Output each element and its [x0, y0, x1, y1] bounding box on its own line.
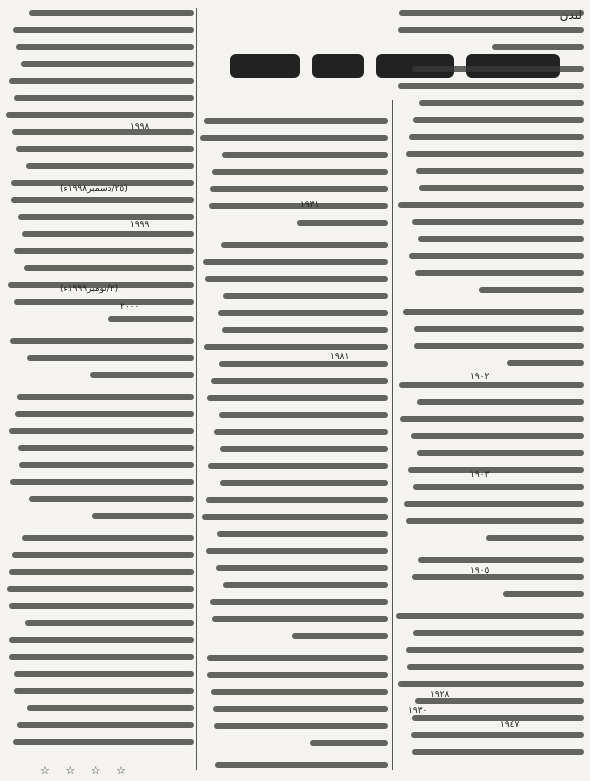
text-line	[417, 450, 584, 456]
text-line	[223, 293, 388, 299]
text-line	[14, 299, 194, 305]
reference-year: ١٩٠٥	[470, 566, 490, 576]
text-line	[9, 603, 194, 609]
text-line	[414, 343, 584, 349]
text-line	[211, 689, 388, 695]
text-line	[214, 723, 388, 729]
right-column	[396, 8, 584, 770]
text-line	[418, 557, 584, 563]
text-line	[14, 671, 194, 677]
text-line	[297, 220, 388, 226]
text-line	[215, 762, 388, 768]
reference-year: ١٩٩٨	[130, 122, 150, 132]
text-line	[400, 416, 584, 422]
text-line	[503, 591, 584, 597]
reference-year: ١٩٢٨	[430, 690, 450, 700]
text-line	[26, 163, 194, 169]
text-line	[406, 518, 584, 524]
text-line	[11, 197, 194, 203]
text-line	[412, 574, 584, 580]
text-line	[21, 61, 194, 67]
text-line	[413, 630, 584, 636]
text-line	[292, 633, 388, 639]
text-line	[204, 118, 388, 124]
text-line	[29, 496, 194, 502]
text-line	[412, 749, 584, 755]
text-line	[417, 399, 584, 405]
column-divider	[196, 8, 197, 770]
text-line	[92, 513, 194, 519]
text-line	[14, 95, 194, 101]
text-line	[25, 620, 194, 626]
text-line	[396, 613, 584, 619]
text-line	[486, 535, 584, 541]
text-line	[413, 117, 584, 123]
text-line	[220, 480, 388, 486]
text-line	[19, 462, 194, 468]
text-line	[210, 186, 388, 192]
text-line	[13, 27, 194, 33]
reference-year: ١٩٨١	[330, 352, 350, 362]
text-line	[418, 236, 584, 242]
text-line	[408, 467, 584, 473]
column-divider	[392, 100, 393, 770]
text-line	[218, 310, 388, 316]
text-line	[18, 445, 194, 451]
text-line	[416, 168, 584, 174]
text-line	[413, 484, 584, 490]
text-line	[205, 276, 388, 282]
text-line	[310, 740, 388, 746]
reference-year: ١٩٩٩	[130, 220, 150, 230]
text-line	[90, 372, 194, 378]
text-line	[398, 202, 584, 208]
text-line	[398, 83, 584, 89]
text-line	[202, 514, 388, 520]
text-line	[219, 412, 388, 418]
text-line	[15, 411, 194, 417]
text-line	[419, 185, 584, 191]
text-line	[211, 378, 388, 384]
text-line	[399, 10, 584, 16]
text-line	[409, 134, 584, 140]
text-line	[398, 27, 584, 33]
text-line	[108, 316, 194, 322]
text-line	[409, 253, 584, 259]
text-line	[220, 446, 388, 452]
text-line	[24, 265, 194, 271]
reference-date: (٢٥/دسمبر١٩٩٨ء)	[60, 184, 128, 194]
text-line	[6, 112, 194, 118]
text-line	[29, 10, 194, 16]
text-line	[492, 44, 584, 50]
reference-date: (٢/نومبر١٩٩٩ء)	[60, 284, 119, 294]
text-line	[22, 535, 194, 541]
text-line	[204, 344, 388, 350]
text-line	[406, 151, 584, 157]
text-line	[10, 479, 194, 485]
text-line	[412, 715, 584, 721]
text-line	[207, 655, 388, 661]
text-line	[206, 497, 388, 503]
middle-column	[200, 100, 388, 770]
text-line	[27, 355, 194, 361]
text-line	[507, 360, 584, 366]
text-line	[209, 203, 388, 209]
reference-year: ١٩٣٠	[408, 706, 428, 716]
text-line	[17, 722, 194, 728]
text-line	[17, 394, 194, 400]
text-line	[14, 688, 194, 694]
text-line	[208, 463, 388, 469]
text-line	[399, 382, 584, 388]
text-line	[217, 531, 388, 537]
text-line	[27, 705, 194, 711]
reference-year: ٢٠٠٠	[120, 302, 140, 312]
text-line	[414, 326, 584, 332]
text-line	[9, 428, 194, 434]
text-line	[412, 219, 584, 225]
text-line	[207, 395, 388, 401]
text-line	[214, 429, 388, 435]
text-line	[222, 327, 388, 333]
text-line	[213, 706, 388, 712]
text-line	[406, 647, 584, 653]
text-line	[216, 565, 388, 571]
text-line	[12, 552, 194, 558]
text-line	[203, 259, 388, 265]
text-line	[221, 242, 388, 248]
text-line	[12, 129, 194, 135]
reference-year: ١٩٠٣	[470, 470, 490, 480]
text-line	[22, 231, 194, 237]
text-line	[222, 152, 388, 158]
reference-year: ١٩٠٢	[470, 372, 490, 382]
text-line	[403, 309, 584, 315]
text-line	[18, 214, 194, 220]
text-line	[411, 732, 584, 738]
reference-year: ١٩٤٧	[500, 720, 520, 730]
text-line	[212, 169, 388, 175]
reference-year: ١٩٣١	[300, 200, 320, 210]
text-line	[16, 44, 194, 50]
text-line	[9, 637, 194, 643]
text-line	[7, 586, 194, 592]
text-line	[10, 338, 194, 344]
text-line	[411, 433, 584, 439]
text-line	[16, 146, 194, 152]
text-line	[412, 66, 584, 72]
text-line	[207, 672, 388, 678]
text-line	[9, 78, 194, 84]
section-end-stars: ☆ ☆ ☆ ☆	[40, 764, 132, 777]
text-line	[200, 135, 388, 141]
left-column	[6, 8, 194, 770]
text-line	[212, 616, 388, 622]
text-line	[9, 569, 194, 575]
text-line	[14, 248, 194, 254]
text-line	[9, 654, 194, 660]
text-line	[404, 501, 584, 507]
text-line	[210, 599, 388, 605]
text-line	[206, 548, 388, 554]
text-line	[223, 582, 388, 588]
text-line	[219, 361, 388, 367]
text-line	[419, 100, 584, 106]
text-line	[407, 664, 584, 670]
text-line	[13, 739, 194, 745]
text-line	[398, 681, 584, 687]
text-line	[415, 270, 584, 276]
text-line	[479, 287, 584, 293]
